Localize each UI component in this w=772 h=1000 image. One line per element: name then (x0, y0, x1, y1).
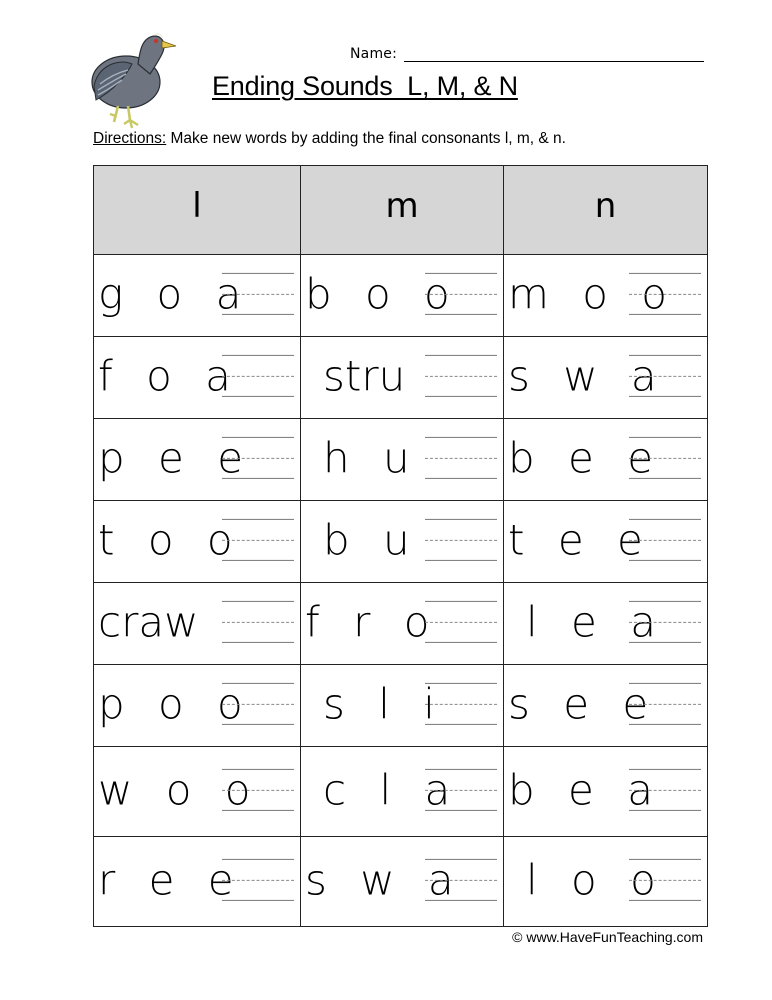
answer-blank[interactable] (629, 768, 701, 810)
word-cell (504, 665, 708, 747)
word-stem: b e a (508, 765, 663, 815)
word-cell (94, 501, 301, 583)
word-stem: p e e (98, 433, 254, 483)
word-stem: p o o (98, 679, 253, 729)
table-row (94, 665, 708, 747)
answer-blank[interactable] (222, 272, 294, 314)
word-cell (504, 747, 708, 837)
word-cell (504, 837, 708, 927)
answer-blank[interactable] (425, 768, 497, 810)
word-stem: b e e (508, 433, 664, 483)
word-cell (301, 747, 504, 837)
word-cell (94, 747, 301, 837)
word-stem: s w a (508, 351, 667, 401)
word-stem: craw (98, 597, 199, 647)
table-row (94, 501, 708, 583)
table-row (94, 747, 708, 837)
word-cell (504, 255, 708, 337)
word-cell (94, 337, 301, 419)
answer-blank[interactable] (629, 518, 701, 560)
word-stem: f o a (98, 351, 241, 401)
word-cell (504, 419, 708, 501)
word-cell (504, 583, 708, 665)
word-stem: b u (323, 515, 420, 565)
word-stem: f r o (305, 597, 440, 647)
answer-blank[interactable] (222, 600, 294, 642)
word-cell (301, 337, 504, 419)
answer-blank[interactable] (629, 682, 701, 724)
table-row (94, 583, 708, 665)
word-stem: m o o (508, 269, 678, 319)
word-cell (301, 837, 504, 927)
answer-blank[interactable] (425, 600, 497, 642)
answer-blank[interactable] (425, 436, 497, 478)
answer-blank[interactable] (425, 518, 497, 560)
table-row (94, 337, 708, 419)
word-stem: h u (323, 433, 420, 483)
bird-illustration-icon (80, 24, 180, 130)
answer-blank[interactable] (629, 354, 701, 396)
answer-blank[interactable] (222, 858, 294, 900)
worksheet-table (93, 165, 708, 927)
answer-blank[interactable] (629, 436, 701, 478)
word-cell (301, 583, 504, 665)
answer-blank[interactable] (222, 682, 294, 724)
word-cell (94, 665, 301, 747)
word-stem: s w a (305, 855, 464, 905)
word-stem: c l a (323, 765, 461, 815)
word-stem: b o o (305, 269, 460, 319)
header-row (94, 166, 708, 255)
word-cell (301, 665, 504, 747)
word-stem: t o o (98, 515, 243, 565)
word-cell (301, 255, 504, 337)
word-stem: g o a (98, 269, 252, 319)
word-stem: w o o (98, 765, 261, 815)
word-stem: s l i (323, 679, 445, 729)
table-row (94, 419, 708, 501)
table-row (94, 837, 708, 927)
answer-blank[interactable] (629, 858, 701, 900)
word-stem: r e e (98, 855, 244, 905)
column-header-m: m (301, 166, 504, 255)
word-cell (301, 419, 504, 501)
word-stem: stru (323, 351, 406, 401)
word-cell (94, 255, 301, 337)
word-stem: s e e (508, 679, 659, 729)
name-label: Name: (350, 46, 398, 62)
answer-blank[interactable] (425, 354, 497, 396)
word-cell (94, 837, 301, 927)
table-row (94, 255, 708, 337)
column-header-l: l (94, 166, 301, 255)
directions-label: Directions: (93, 130, 167, 147)
word-stem: l o o (526, 855, 666, 905)
name-input-line[interactable] (404, 61, 704, 62)
word-cell (301, 501, 504, 583)
word-stem: l e a (526, 597, 666, 647)
answer-blank[interactable] (629, 600, 701, 642)
word-cell (504, 337, 708, 419)
word-cell (94, 583, 301, 665)
word-cell (94, 419, 301, 501)
answer-blank[interactable] (222, 518, 294, 560)
word-stem: t e e (508, 515, 653, 565)
answer-blank[interactable] (425, 682, 497, 724)
directions (93, 130, 566, 148)
answer-blank[interactable] (222, 768, 294, 810)
answer-blank[interactable] (222, 354, 294, 396)
answer-blank[interactable] (629, 272, 701, 314)
answer-blank[interactable] (425, 272, 497, 314)
copyright-footer: © www.HaveFunTeaching.com (512, 929, 703, 945)
worksheet-title: Ending Sounds L, M, & N (212, 71, 518, 101)
answer-blank[interactable] (222, 436, 294, 478)
answer-blank[interactable] (425, 858, 497, 900)
word-cell (504, 501, 708, 583)
column-header-n: n (504, 166, 708, 255)
directions-text: Make new words by adding the final consonants l, m, & n. (166, 130, 566, 147)
